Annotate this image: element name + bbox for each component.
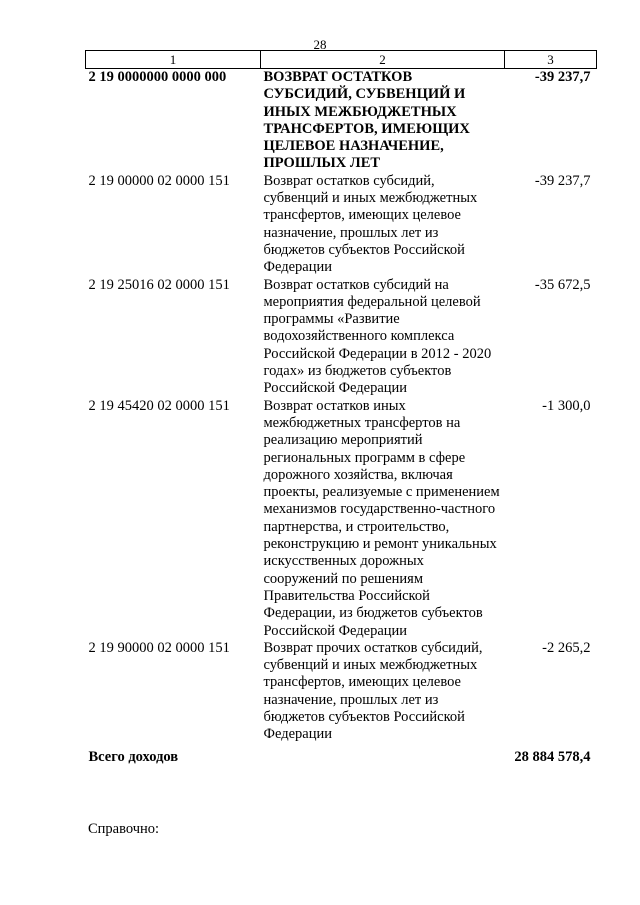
row-amount: -35 672,5	[534, 276, 591, 293]
row-amount: -39 237,7	[534, 172, 591, 189]
row-amount: -2 265,2	[542, 639, 591, 656]
row-amount: -39 237,7	[534, 69, 591, 85]
column-header-1: 1	[86, 51, 261, 69]
row-name: Возврат остатков иных межбюджетных трансфертов на реализацию мероприятий региональных программ в сфере дорожного хозяйства, включая проекты, реализуемые с применением механизмов государственно-частного партнерства, и строительство, реконструкцию и ремонт уникальных искусственных дорожных сооружений по решениям Правительства Российской Федерации, из бюджетов субъектов Российской Федерации	[263, 397, 500, 639]
row-name: Возврат остатков субсидий на мероприятия федеральной целевой программы «Развитие водохозяйственного комплекса Российской Федерации в 2012 - 2020 годах» из бюджетов субъектов Российской Федерации	[263, 276, 492, 397]
row-code: 2 19 00000 02 0000 151	[88, 172, 230, 189]
table-row	[86, 173, 597, 277]
reference-note: Справочно:	[88, 821, 160, 837]
revenue-table	[85, 50, 597, 766]
row-name: Возврат прочих остатков субсидий, субвенций и иных межбюджетных трансфертов, имеющих целевое назначение, прошлых лет из бюджетов субъектов Российской Федерации	[263, 639, 483, 743]
row-code: 2 19 25016 02 0000 151	[88, 276, 230, 293]
total-spacer	[261, 744, 505, 766]
table-row	[86, 398, 597, 640]
row-code: 2 19 45420 02 0000 151	[88, 397, 230, 414]
total-row	[86, 744, 597, 766]
total-amount: 28 884 578,4	[514, 748, 591, 765]
row-code: 2 19 90000 02 0000 151	[88, 639, 230, 656]
row-code: 2 19 0000000 0000 000	[88, 69, 227, 85]
row-name: ВОЗВРАТ ОСТАТКОВ СУБСИДИЙ, СУБВЕНЦИЙ И ИНЫХ МЕЖБЮДЖЕТНЫХ ТРАНСФЕРТОВ, ИМЕЮЩИХ ЦЕЛЕВОЕ НАЗНАЧЕНИЕ, ПРОШЛЫХ ЛЕТ	[263, 69, 470, 172]
column-header-3: 3	[505, 51, 597, 69]
table-row	[86, 277, 597, 398]
table-row	[86, 69, 597, 173]
row-name: Возврат остатков субсидий, субвенций и иных межбюджетных трансфертов, имеющих целевое назначение, прошлых лет из бюджетов субъектов Российской Федерации	[263, 172, 478, 276]
table-header-row	[86, 51, 597, 69]
total-label: Всего доходов	[88, 748, 179, 765]
table-row	[86, 640, 597, 744]
row-amount: -1 300,0	[542, 397, 591, 414]
page-number: 28	[313, 37, 327, 52]
column-header-2: 2	[261, 51, 505, 69]
